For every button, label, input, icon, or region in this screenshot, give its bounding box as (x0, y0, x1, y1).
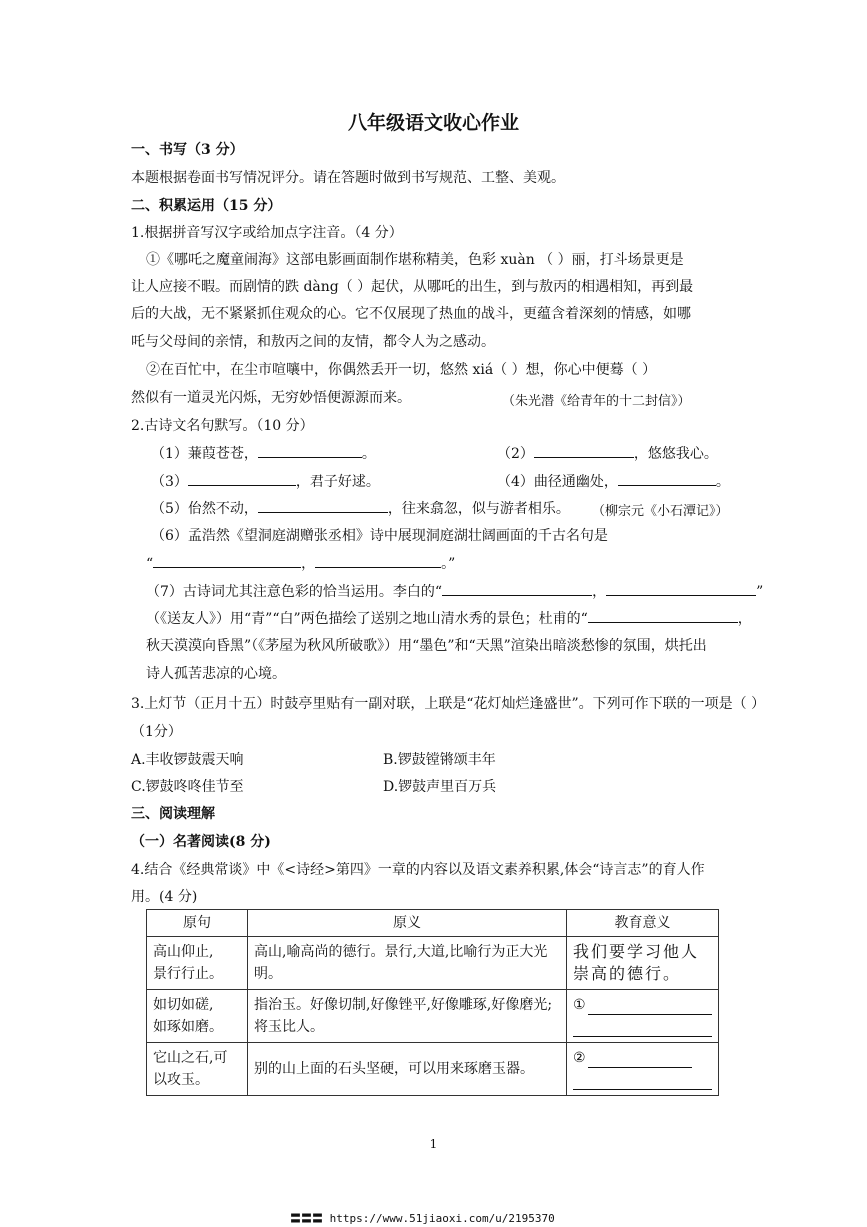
table-cell-education (567, 990, 719, 1043)
q4-stem: 4.结合《经典常谈》中《<诗经>第四》一章的内容以及语文素养积累,体会“诗言志”的育人作 (131, 862, 705, 878)
section-3-sub-heading: （一）名著阅读(8 分) (131, 834, 271, 850)
comma: ， (592, 584, 607, 600)
cell-line: 高山仰止, (153, 944, 214, 960)
table-cell-education (567, 1043, 719, 1096)
answer-blank[interactable] (606, 581, 756, 596)
quote-close: 。” (441, 556, 456, 572)
q1-passage2-line: 然似有一道灵光闪烁，无穷妙悟便源源而来。 (131, 390, 411, 406)
section-1-body: 本题根据卷面书写情况评分。请在答题时做到书写规范、工整、美观。 (131, 170, 565, 186)
section-1-heading: 一、书写（3 分） (131, 142, 244, 158)
section-3-heading: 三、阅读理解 (131, 806, 215, 822)
answer-blank[interactable] (153, 553, 301, 568)
answer-blank[interactable] (573, 1069, 712, 1090)
q2-item-7-line: 诗人孤苦悲凉的心境。 (146, 666, 286, 682)
quote-open: “ (146, 556, 154, 572)
table-row (147, 990, 719, 1043)
cell-line: 以攻玉。 (153, 1072, 209, 1088)
q3-score: （1分） (131, 724, 182, 740)
q3-option-b[interactable]: B.锣鼓镗锵颂丰年 (383, 752, 496, 768)
q2-item-2-end: ，悠悠我心。 (633, 446, 718, 462)
answer-marker: ① (573, 997, 586, 1013)
q1-passage-line: 后的大战，无不紧紧抓住观众的心。它不仅展现了热血的战斗，更蕴含着深刻的情感，如哪 (131, 306, 691, 322)
q2-item-1-end: 。 (361, 446, 376, 462)
q2-item-3-end: ，君子好逑。 (295, 474, 380, 490)
q2-item-5 (151, 498, 570, 519)
answer-blank[interactable] (442, 581, 592, 596)
page-title: 八年级语文收心作业 (347, 112, 519, 134)
answer-blank[interactable] (258, 498, 388, 513)
table-cell-original (147, 937, 248, 990)
q2-item-7-text: （7）古诗词尤其注意色彩的恰当运用。李白的“ (146, 584, 443, 600)
q2-stem: 2.古诗文名句默写。（10 分） (131, 418, 314, 434)
q2-item-7-line (146, 581, 763, 602)
q3-option-d[interactable]: D.锣鼓声里百万兵 (383, 779, 497, 795)
table-header-row (147, 910, 719, 937)
answer-blank[interactable] (258, 443, 362, 458)
answer-marker: ② (573, 1050, 586, 1066)
q2-item-6: （6）孟浩然《望洞庭湖赠张丞相》诗中展现洞庭湖壮阔画面的千古名句是 (151, 528, 608, 544)
q2-item-4-end: 。 (715, 474, 730, 490)
q3-option-c[interactable]: C.锣鼓咚咚佳节至 (131, 779, 244, 795)
q2-item-5-end: ，往来翕忽，似与游者相乐。 (387, 501, 570, 517)
comma: ， (301, 556, 316, 572)
q4-stem-cont: 用。(4 分) (131, 889, 198, 905)
q2-item-1-text: （1）蒹葭苍苍， (151, 446, 258, 462)
answer-blank[interactable] (588, 608, 738, 623)
q2-item-2-text: （2） (497, 446, 534, 462)
footer-watermark[interactable]: 〓〓〓 https://www.51jiaoxi.com/u/2195370 (290, 1212, 555, 1225)
q2-item-4-text: （4）曲径通幽处， (497, 474, 618, 490)
q2-item-3 (151, 471, 380, 492)
q2-item-6-answer (146, 553, 455, 574)
cell-line: 如琢如磨。 (153, 1019, 223, 1035)
q1-passage-line: ①《哪吒之魔童闹海》这部电影画面制作堪称精美，色彩 xuàn （ ）丽，打斗场景更是 (146, 252, 684, 268)
quote-close: ” (756, 584, 764, 600)
answer-blank[interactable] (534, 443, 634, 458)
comma: ， (737, 611, 752, 627)
page-number: 1 (429, 1137, 438, 1151)
answer-blank[interactable] (588, 994, 712, 1015)
answer-blank[interactable] (188, 471, 296, 486)
q2-item-3-text: （3） (151, 474, 188, 490)
q2-item-7-line: 秋天漠漠向昏黑”（《茅屋为秋风所破歌》）用“墨色”和“天黑”渲染出暗淡愁惨的氛围，烘托出 (146, 638, 707, 654)
answer-blank[interactable] (588, 1047, 692, 1068)
table-header: 教育意义 (567, 910, 719, 937)
table-cell-original (147, 990, 248, 1043)
table-row (147, 1043, 719, 1096)
q1-passage2-line: ②在百忙中，在尘市喧嚷中，你偶然丢开一切，悠然 xiá（ ）想，你心中便蓦（ ） (146, 362, 657, 378)
answer-blank[interactable] (315, 553, 441, 568)
answer-blank[interactable] (618, 471, 716, 486)
answer-line[interactable] (573, 994, 712, 1016)
cell-line: 它山之石,可 (153, 1050, 228, 1066)
table-header: 原句 (147, 910, 248, 937)
q3-stem: 3.上灯节（正月十五）时鼓亭里贴有一副对联，上联是“花灯灿烂逢盛世”。下列可作下联的一项是（ ） (131, 696, 766, 712)
q1-passage-line: 让人应接不暇。而剧情的跌 dàng（ ）起伏，从哪吒的出生，到与敖丙的相遇相知，再到最 (131, 279, 694, 295)
answer-blank[interactable] (573, 1016, 712, 1037)
table-cell-meaning: 别的山上面的石头坚硬，可以用来琢磨玉器。 (248, 1043, 567, 1096)
table-row (147, 937, 719, 990)
q2-item-7-text: （《送友人》）用“青”“白”两色描绘了送别之地山清水秀的景色；杜甫的“ (146, 611, 588, 627)
q2-item-5-source: （柳宗元《小石潭记》） (592, 504, 729, 519)
table-cell-meaning: 指治玉。好像切制,好像锉平,好像雕琢,好像磨光;将玉比人。 (248, 990, 567, 1043)
q1-passage2-source: （朱光潜《给青年的十二封信》） (502, 394, 691, 409)
q2-item-2 (497, 443, 718, 464)
section-2-heading: 二、积累运用（15 分） (131, 198, 282, 214)
q1-passage-line: 吒与父母间的亲情，和敖丙之间的友情，都令人为之感动。 (131, 334, 495, 350)
answer-line[interactable] (573, 1047, 712, 1069)
table-header: 原义 (248, 910, 567, 937)
table-cell-meaning: 高山,喻高尚的德行。景行,大道,比喻行为正大光明。 (248, 937, 567, 990)
cell-line: 景行行止。 (153, 966, 223, 982)
q4-table (146, 909, 719, 1096)
q2-item-7-line (146, 608, 752, 629)
q1-stem: 1.根据拼音写汉字或给加点字注音。（4 分） (131, 225, 403, 241)
q2-item-1 (151, 443, 376, 464)
table-cell-education: 我们要学习他人崇高的德行。 (567, 937, 719, 990)
q2-item-5-text: （5）佁然不动， (151, 501, 258, 517)
cell-line: 如切如磋, (153, 997, 214, 1013)
q2-item-4 (497, 471, 730, 492)
q3-option-a[interactable]: A.丰收锣鼓震天响 (131, 752, 244, 768)
table-cell-original (147, 1043, 248, 1096)
